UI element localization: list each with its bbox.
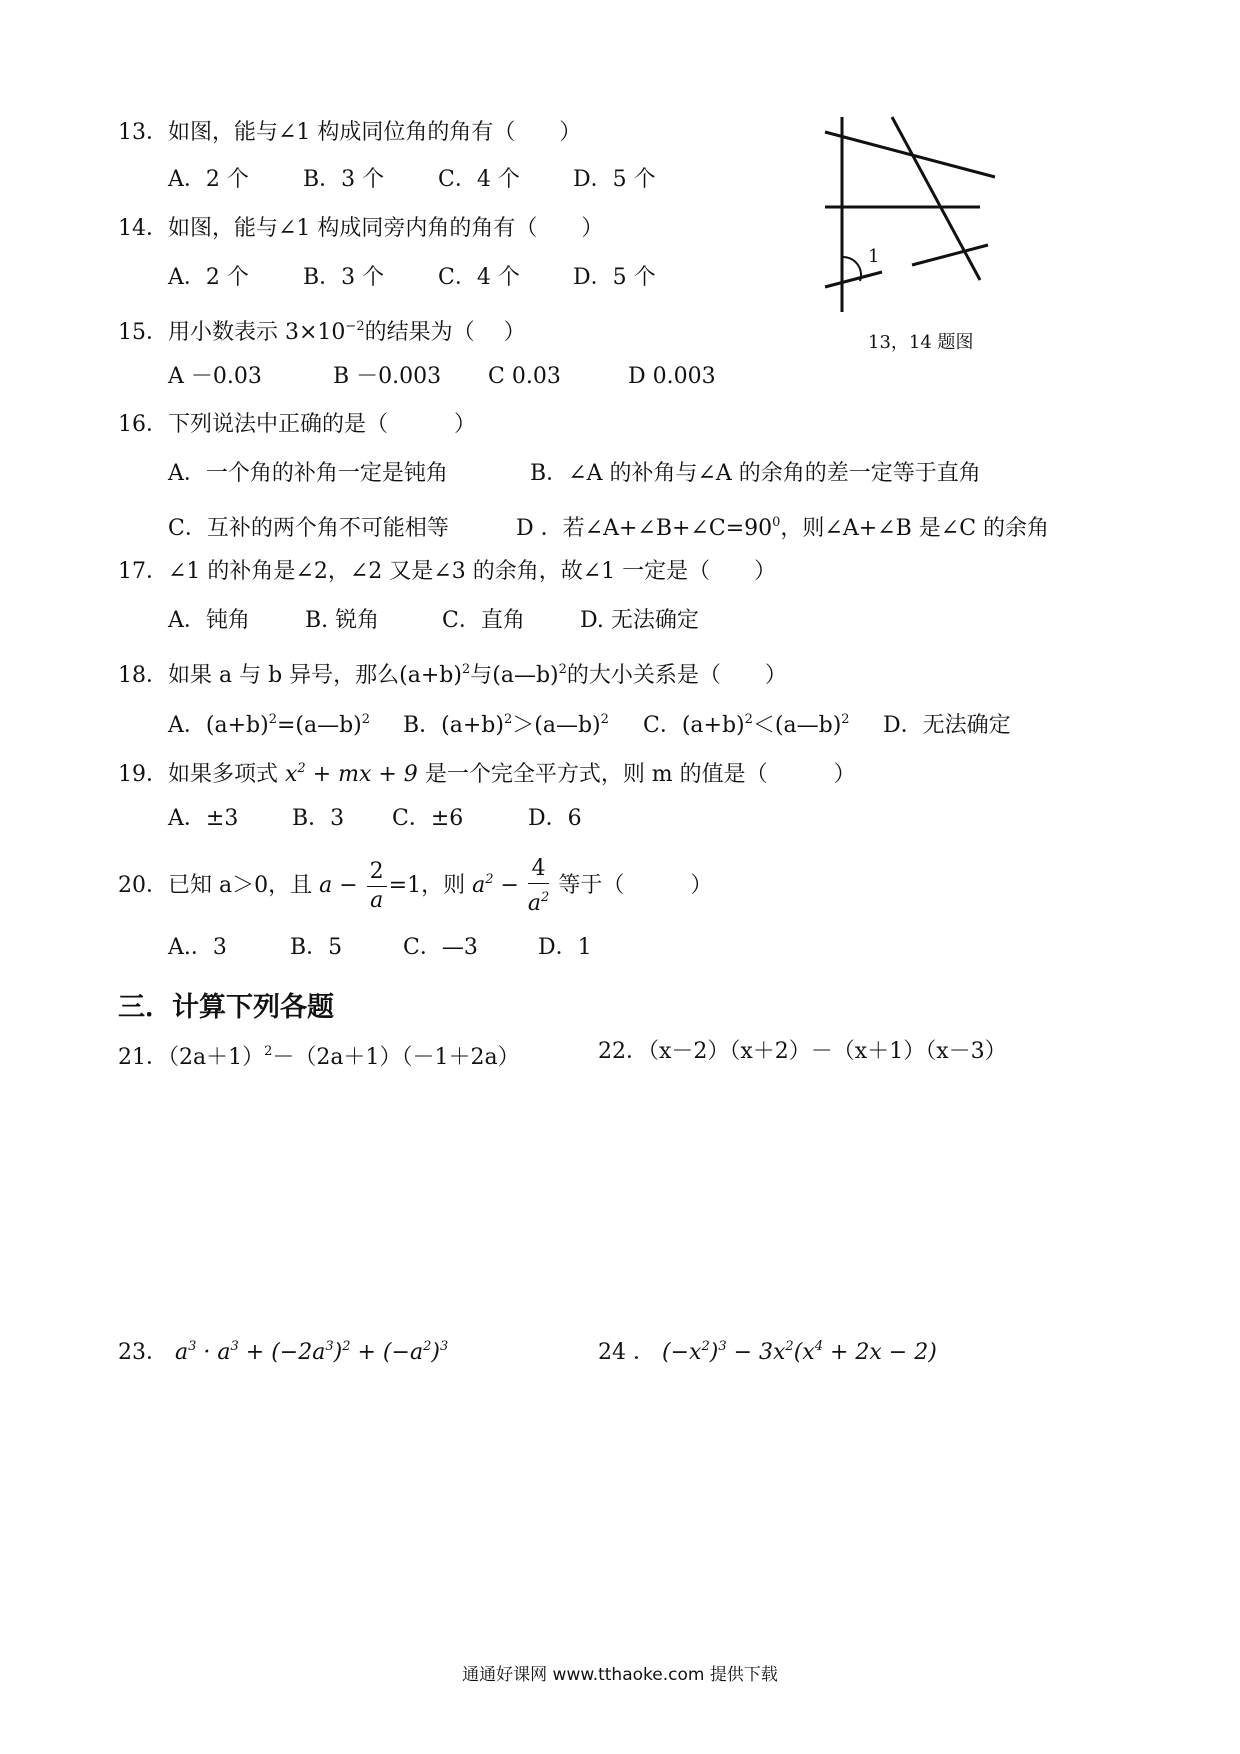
option-d: D 0.003 <box>628 364 716 389</box>
bottom-line-left <box>825 272 882 287</box>
option-c: C．—3 <box>403 935 478 960</box>
option-d: D．6 <box>528 806 582 831</box>
option-a: A．2 个 <box>168 265 249 290</box>
question-17-stem: 17．∠1 的补角是∠2，∠2 又是∠3 的余角，故∠1 一定是（ ） <box>118 559 777 584</box>
question-15-options <box>168 362 716 392</box>
section-title: 三．计算下列各题 <box>118 992 334 1023</box>
geometry-figure <box>820 112 1010 322</box>
question-21: 21．$(2a+1)^2-(2a+1)(-1+2a)$ <box>118 1044 520 1070</box>
option-d: D．无法确定 <box>883 713 1011 738</box>
option-c: C．互补的两个角不可能相等 <box>168 516 449 541</box>
bottom-line-right <box>912 245 988 265</box>
option-b: B. 锐角 <box>305 608 380 633</box>
question-20-options <box>168 933 592 963</box>
option-b: B．$(a+b)^2>(a—b)^2$ <box>403 712 609 738</box>
option-b: B．3 <box>292 806 345 831</box>
question-19-stem: 19．如果多项式 $x^2$ + mx + 9 是一个完全平方式，则 m 的值是（ ） <box>118 761 856 787</box>
polynomial-expression: $x^2$ + mx + 9 <box>285 761 418 787</box>
option-a: A －0.03 <box>168 364 262 389</box>
question-23: 23． $a^3 \cdot a^3 + (-2a^3)^2 + (-a^2)^3$ <box>118 1339 449 1365</box>
option-d: D．5 个 <box>573 265 656 290</box>
figure-caption: 13，14 题图 <box>868 332 974 353</box>
option-b: B．∠A 的补角与∠A 的余角的差一定等于直角 <box>530 461 981 486</box>
option-d: D ．若$\angle A+\angle B+\angle C=90^0$，则∠A+∠B 是∠C 的余角 <box>516 515 1050 541</box>
q15-exponent: −2 <box>345 319 365 334</box>
fraction-2-over-a: $\frac{2}{a}$ <box>367 858 387 915</box>
option-c: C．4 个 <box>438 265 520 290</box>
option-a: A．钝角 <box>168 608 250 633</box>
transversal-top <box>825 132 995 177</box>
option-a: A．$(a+b)^2=(a—b)^2$ <box>168 712 371 738</box>
option-b: B．3 个 <box>303 167 385 192</box>
footer: 通通好课网 www.tthaoke.com 提供下载 <box>462 1665 778 1685</box>
question-16-stem: 16．下列说法中正确的是（ ） <box>118 412 476 437</box>
question-18-options <box>168 705 1011 741</box>
question-22: 22．（x－2）（x＋2）－（x＋1）（x－3） <box>598 1039 1007 1064</box>
option-c: C．$(a+b)^2<(a—b)^2$ <box>643 712 850 738</box>
question-24: 24 ． $(-x^2)^3 - 3x^2(x^4 + 2x - 2)$ <box>598 1339 937 1365</box>
option-c: C．±6 <box>392 806 464 831</box>
q15-stem-part: 的结果为（ ） <box>364 320 526 345</box>
question-19-options <box>168 804 582 834</box>
option-a: A．2 个 <box>168 167 249 192</box>
option-c: C．4 个 <box>438 167 520 192</box>
option-a: A．±3 <box>168 806 239 831</box>
option-b: B．5 <box>290 935 343 960</box>
option-b: B．3 个 <box>303 265 385 290</box>
option-d: D．5 个 <box>573 167 656 192</box>
option-c: C．直角 <box>442 608 525 633</box>
fraction-4-over-a-squared: $\frac{4}{a^2}$ <box>527 855 550 916</box>
question-17-options <box>168 606 699 636</box>
option-a: A.．3 <box>168 935 227 960</box>
question-14-options <box>168 263 656 293</box>
option-c: C 0.03 <box>488 364 561 389</box>
diagonal-line <box>892 117 980 280</box>
q15-stem-part: 15．用小数表示 3×10 <box>118 320 346 345</box>
question-13-stem: 13．如图，能与∠1 构成同位角的角有（ ） <box>118 120 582 145</box>
q24-expression: $(-x^2)^3 - 3x^2(x^4 + 2x - 2)$ <box>662 1339 937 1365</box>
question-18-stem: 18．如果 a 与 b 异号，那么$(a+b)^2$与(a—b)$^2$的大小关系是（ ） <box>118 662 787 688</box>
option-a: A．一个角的补角一定是钝角 <box>168 461 448 486</box>
question-16-options-row1 <box>168 459 981 489</box>
option-b: B －0.003 <box>333 364 442 389</box>
q23-expression: $a^3 \cdot a^3 + (-2a^3)^2 + (-a^2)^3$ <box>175 1339 449 1365</box>
option-d: D. 无法确定 <box>580 608 699 633</box>
option-d: D．1 <box>538 935 592 960</box>
question-15-stem <box>118 312 526 348</box>
question-16-options-row2 <box>168 508 1049 544</box>
question-20-stem: 20．已知 a＞0，且 a − $\frac{2}{a}$ =1，则 $a^2$ − $\frac{4}{a^2}$ 等于（ ） <box>118 855 713 916</box>
question-14-stem: 14．如图，能与∠1 构成同旁内角的角有（ ） <box>118 216 604 241</box>
question-13-options <box>168 165 656 195</box>
angle-label: 1 <box>868 246 880 267</box>
